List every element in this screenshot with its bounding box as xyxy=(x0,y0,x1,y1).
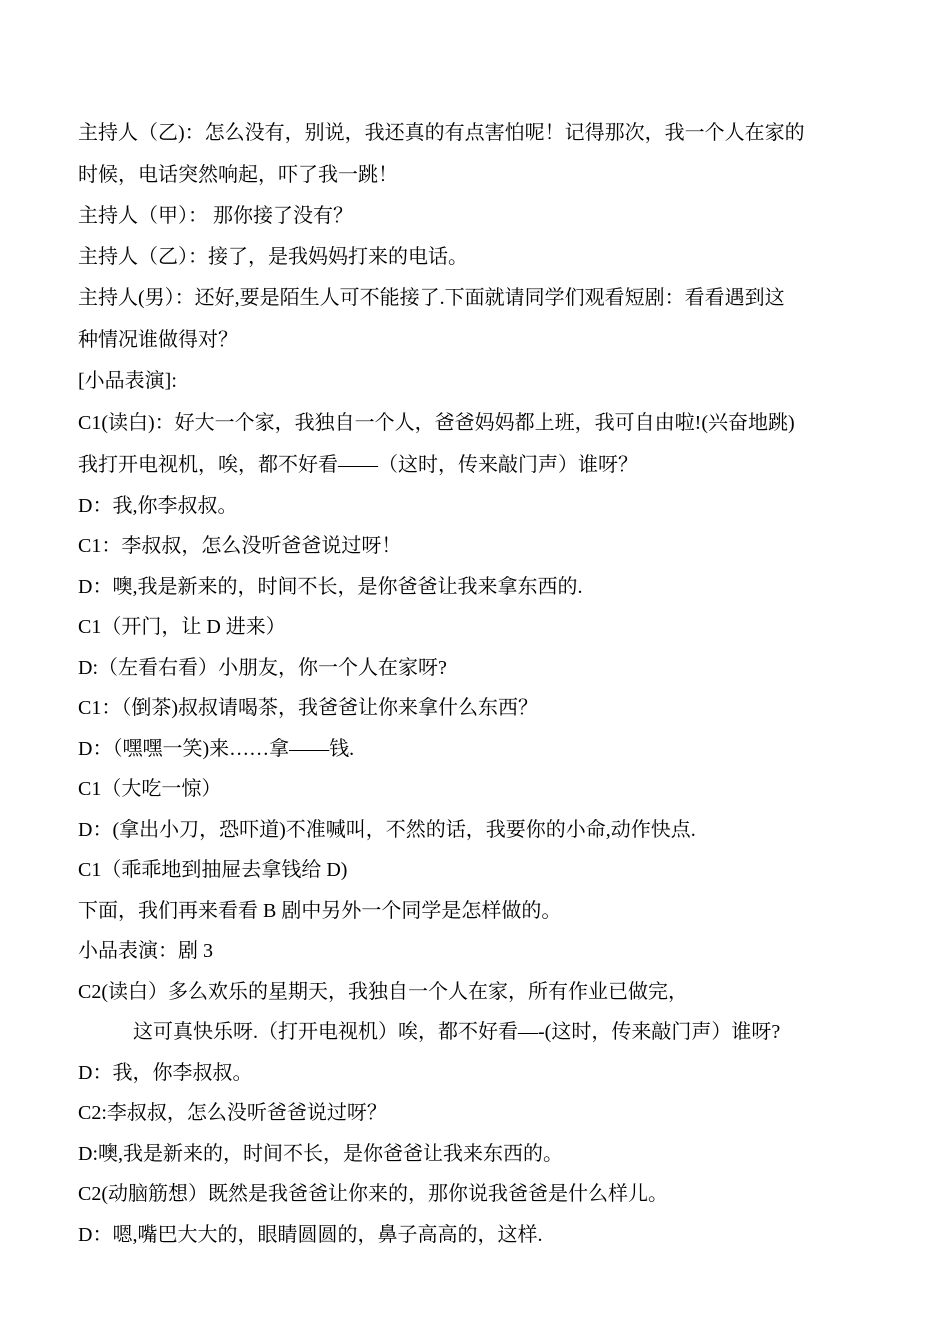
text-line: 这可真快乐呀.（打开电视机）唉，都不好看—-(这时，传来敲门声）谁呀? xyxy=(133,1021,781,1043)
text-line: D：嗯,嘴巴大大的，眼睛圆圆的，鼻子高高的，这样. xyxy=(78,1223,543,1246)
text-line: C1：李叔叔，怎么没听爸爸说过呀！ xyxy=(78,535,402,557)
text-line: C2:李叔叔，怎么没听爸爸说过呀？ xyxy=(78,1102,387,1124)
text-line: C1（开门，让 D 进来） xyxy=(78,616,286,638)
text-line: C2(动脑筋想）既然是我爸爸让你来的，那你说我爸爸是什么样儿。 xyxy=(78,1183,668,1205)
text-line: 下面，我们再来看看 B 剧中另外一个同学是怎样做的。 xyxy=(78,899,562,922)
text-line: C2(读白）多么欢乐的星期天，我独自一个人在家，所有作业已做完， xyxy=(78,980,688,1003)
text-line: C1(读白)：好大一个家，我独自一个人，爸爸妈妈都上班，我可自由啦!(兴奋地跳) xyxy=(78,411,795,434)
text-line: D：(拿出小刀，恐吓道)不准喊叫，不然的话，我要你的小命,动作快点. xyxy=(78,818,696,841)
text-line: D：（嘿嘿一笑)来……拿——钱. xyxy=(78,737,355,760)
text-line: [小品表演]: xyxy=(78,370,177,392)
text-line: C1（大吃一惊） xyxy=(78,778,222,800)
text-line: D:噢,我是新来的，时间不长，是你爸爸让我来东西的。 xyxy=(78,1142,563,1165)
text-line: 种情况谁做得对？ xyxy=(78,329,238,351)
text-line: 主持人（乙）：接了，是我妈妈打来的电话。 xyxy=(78,245,468,268)
text-line: 主持人（乙)：怎么没有，别说，我还真的有点害怕呢！记得那次，我一个人在家的 xyxy=(78,122,805,144)
text-line: 主持人（甲）： 那你接了没有？ xyxy=(78,205,353,227)
text-line: 时候，电话突然响起，吓了我一跳！ xyxy=(78,164,398,186)
text-line: 主持人(男）：还好,要是陌生人可不能接了.下面就请同学们观看短剧：看看遇到这 xyxy=(78,287,785,309)
text-line: C1（乖乖地到抽屉去拿钱给 D) xyxy=(78,859,348,881)
text-line: 我打开电视机，唉，都不好看——（这时，传来敲门声）谁呀？ xyxy=(78,453,638,476)
document-body xyxy=(78,112,878,1255)
text-line: D：我，你李叔叔。 xyxy=(78,1061,253,1084)
text-line: D：我,你李叔叔。 xyxy=(78,494,238,517)
text-line: 小品表演：剧 3 xyxy=(78,940,213,962)
text-line: D:（左看右看）小朋友，你一个人在家呀? xyxy=(78,656,447,679)
text-line: D：噢,我是新来的，时间不长，是你爸爸让我来拿东西的. xyxy=(78,575,583,598)
text-line: C1：（倒茶)叔叔请喝茶，我爸爸让你来拿什么东西？ xyxy=(78,697,538,719)
